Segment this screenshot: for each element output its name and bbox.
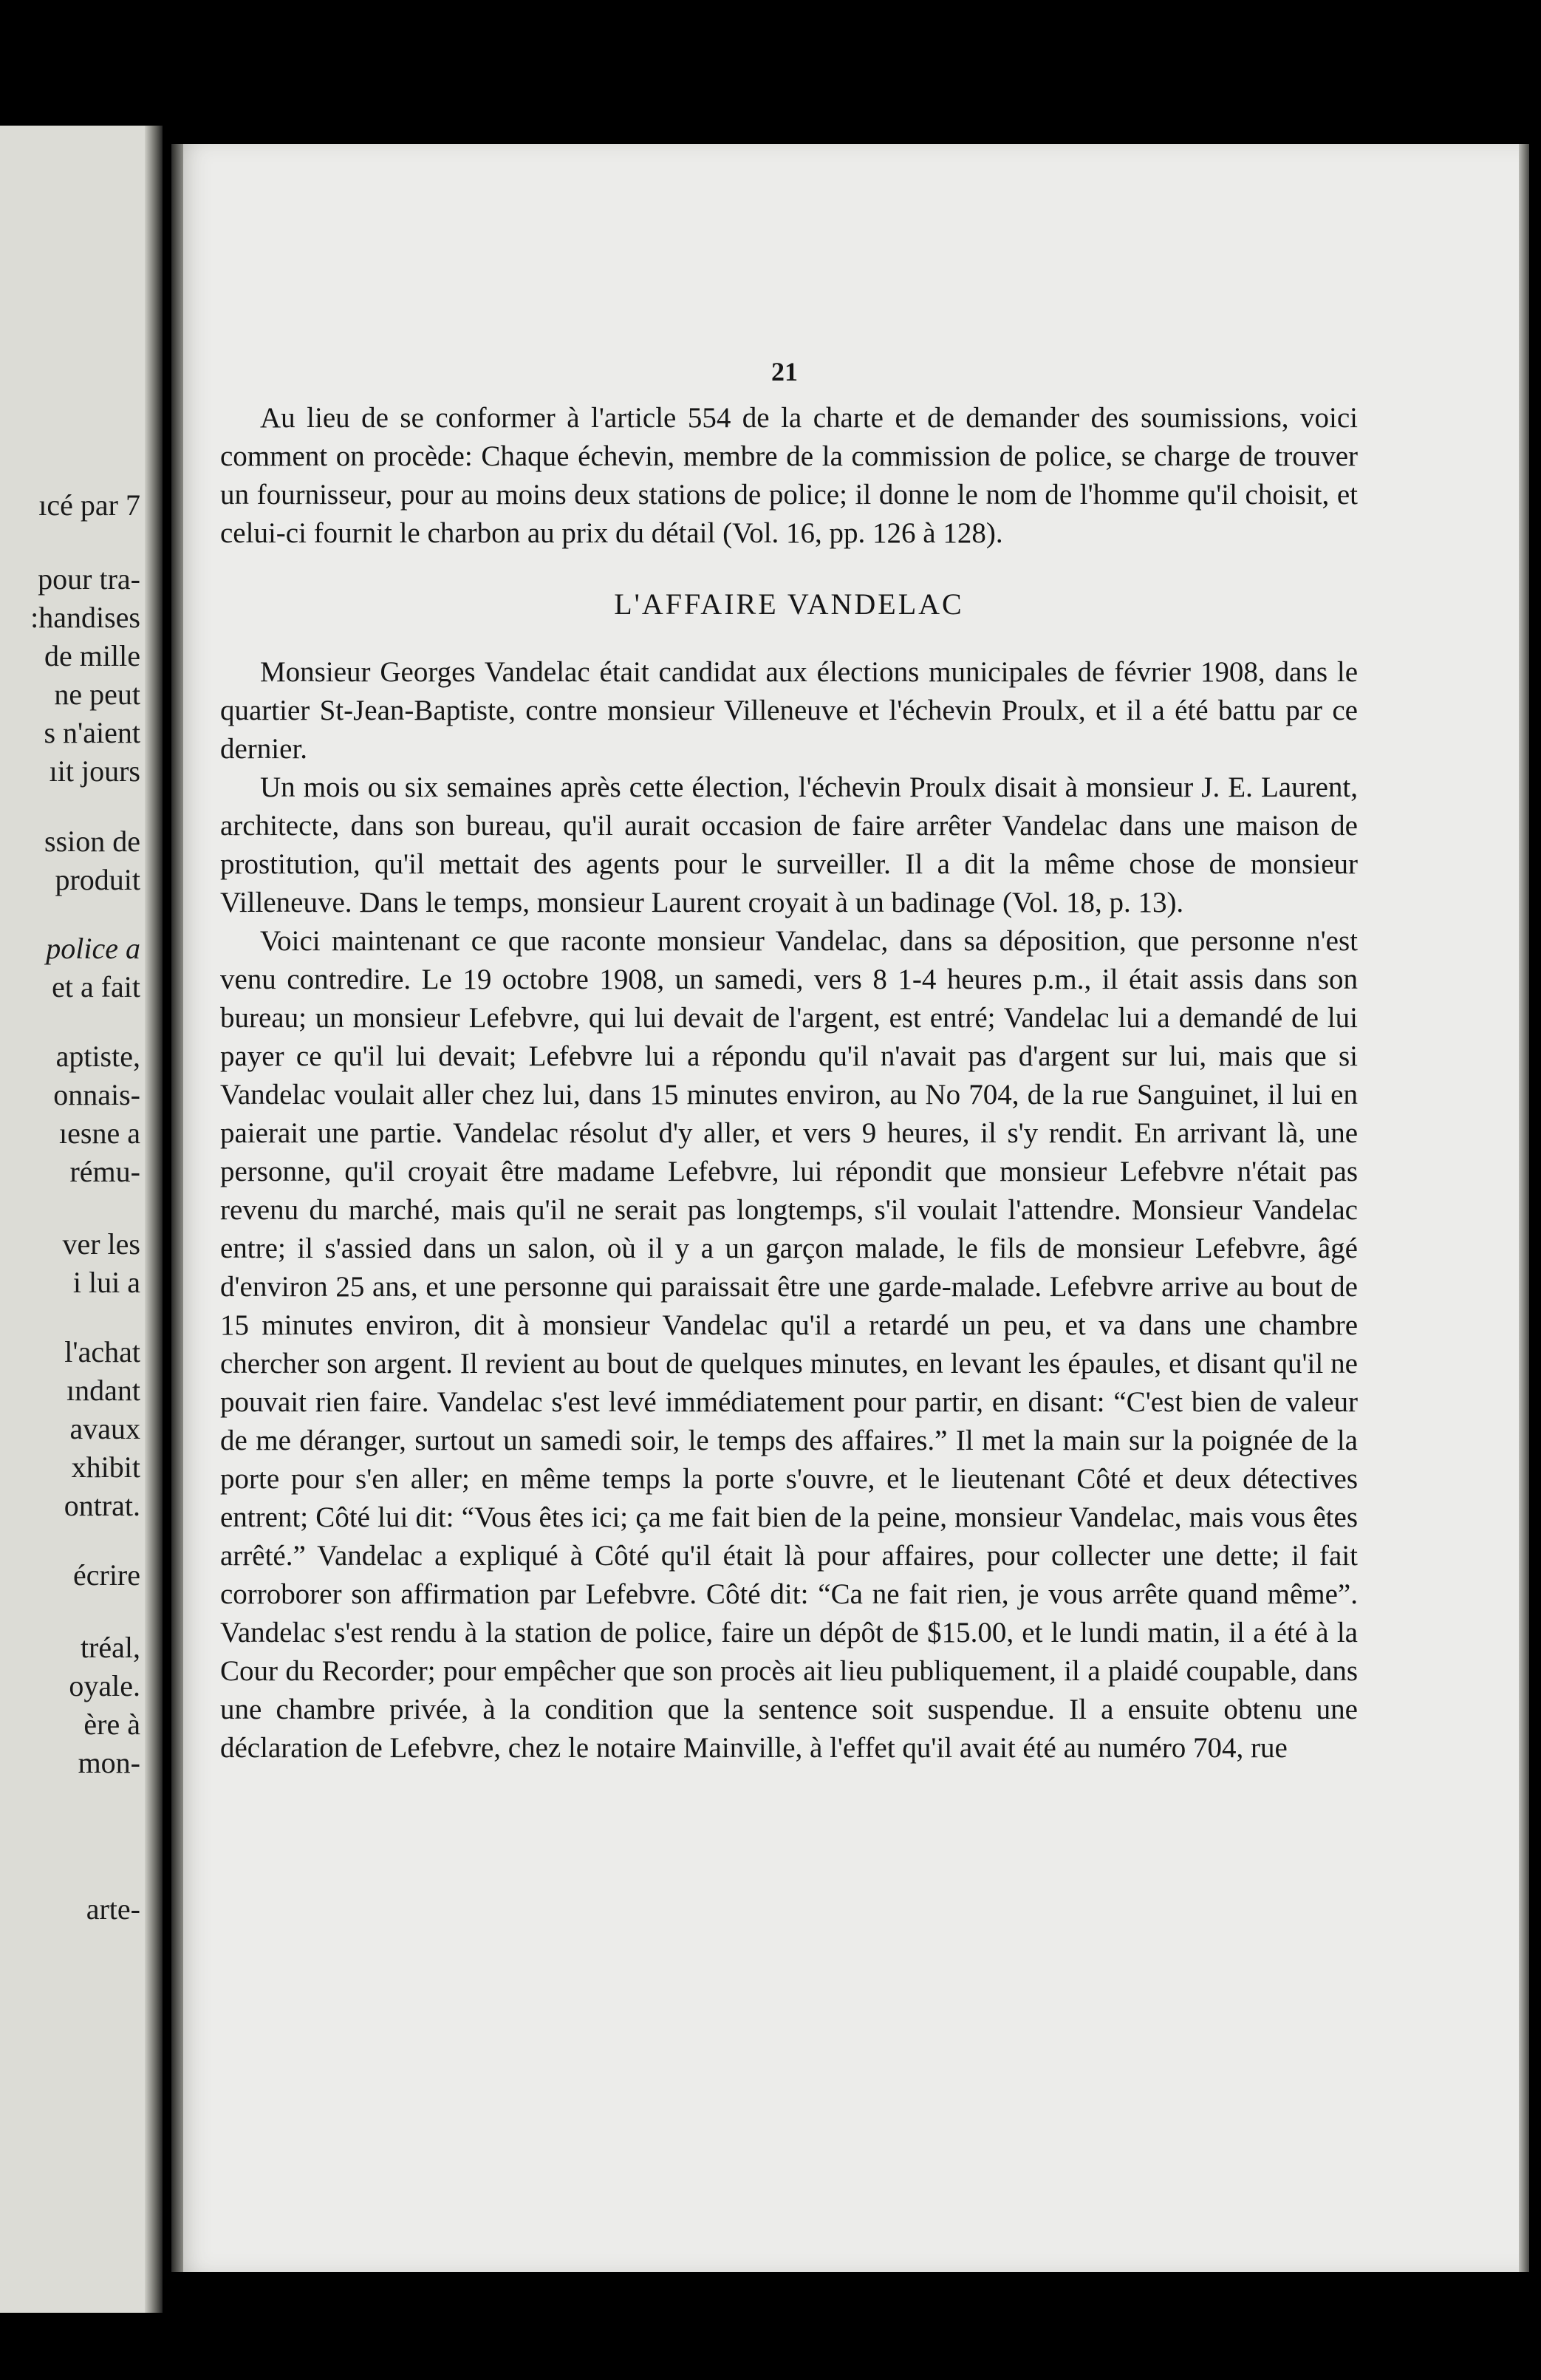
left-fragment: ontrat. — [64, 1489, 140, 1522]
paragraph-vandelac-deposition: Voici maintenant ce que raconte monsieur Vandelac, dans sa déposition, que personne n'est venu contredire. Le 19 octobre 1908, un samedi, vers 8 1-4 heures p.m., il était assis dans son bureau; un monsieur Lefebvre, qui lui devait de l'argent, est entré; Vandelac lui a demandé de lui payer ce qu'il lui devait; Lefebvre lui a répondu qu'il n'avait pas d'argent sur lui, mais que si Vandelac voulait aller chez lui, dans 15 minutes environ, au No 704, de la rue Sanguinet, il lui en paierait une partie. Vandelac résolut d'y aller, et vers 9 heures, il s'y rendit. En arrivant là, une personne, qu'il croyait être madame Lefebvre, lui répondit que monsieur Lefebvre n'était pas revenu du marché, mais qu'il ne serait pas longtemps, s'il voulait l'attendre. Monsieur Vandelac entre; il s'assied dans un salon, où il y a un garçon malade, le fils de monsieur Lefebvre, âgé d'environ 25 ans, et une personne qui paraissait être une garde-malade. Lefebvre arrive au bout de 15 minutes environ, dit à monsieur Vandelac qu'il a retardé un peu, et va dans une chambre chercher son argent. Il revient au bout de quelques minutes, en levant les épaules, et disant qu'il ne pouvait rien faire. Vandelac s'est levé immédiatement pour partir, en disant: “C'est bien de valeur de me déranger, surtout un samedi soir, le temps des affaires.” Il met la main sur la poignée de la porte pour s'en aller; en même temps la porte s'ouvre, et le lieutenant Côté et deux détectives entrent; Côté lui dit: “Vous êtes ici; ça me fait bien de la peine, monsieur Vandelac, mais vous êtes arrêté.” Vandelac a expliqué à Côté qu'il était là pour affaires, pour collecter une dette; il fait corroborer son affirmation par Lefebvre. Côté dit: “Ca ne fait rien, je vous arrête quand même”. Vandelac s'est rendu à la station de police, faire un dépôt de $15.00, et le lundi matin, il a été à la Cour du Recorder; pour empêcher que son procès ait lieu publiquement, il a plaidé coupable, dans une chambre privée, à la condition que la sentence soit suspendue. Il a ensuite obtenu une déclaration de Lefebvre, chez le notaire Mainville, à l'effet qu'il avait été au numéro 704, rue — [220, 925, 1358, 1764]
left-fragment: onnais- — [53, 1078, 140, 1111]
left-fragment: ère à — [83, 1708, 140, 1741]
left-fragment: ssion de — [44, 825, 140, 858]
left-fragment: rému- — [69, 1155, 140, 1188]
left-fragment: ne peut — [54, 678, 140, 711]
left-fragment: tréal, — [80, 1631, 140, 1664]
left-fragment: pour tra- — [38, 562, 140, 596]
book-gutter-shadow — [145, 126, 163, 2313]
body-text — [220, 399, 1358, 1767]
left-fragment: produit — [55, 863, 140, 896]
left-fragment: xhibit — [71, 1450, 140, 1484]
left-fragment: mon- — [78, 1746, 140, 1779]
left-fragment: s n'aient — [44, 716, 140, 749]
left-fragment: :handises — [30, 601, 140, 634]
left-fragment: arte- — [86, 1892, 140, 1926]
left-fragment: avaux — [69, 1412, 140, 1445]
paragraph-laurent-testimony: Un mois ou six semaines après cette élection, l'échevin Proulx disait à monsieur J. E. Laurent, architecte, dans son bureau, qu'il aurait occasion de faire arrêter Vandelac dans une maison de prostitution, qu'il mettait des agents pour le surveiller. Il a dit la même chose de monsieur Villeneuve. Dans le temps, monsieur Laurent croyait à un badinage (Vol. 18, p. 13). — [220, 771, 1358, 918]
page-number: 21 — [771, 357, 798, 386]
paragraph-coal-procurement: Au lieu de se conformer à l'article 554 de la charte et de demander des soumissions, voici comment on procède: Chaque échevin, membre de la commission de police, se charge de trouver un fournisseur, pour au moins deux stations de police; il donne le nom de l'homme qu'il choisit, et celui-ci fournit le charbon au prix du détail (Vol. 16, pp. 126 à 128). — [220, 402, 1358, 549]
left-fragment: ıit jours — [49, 754, 140, 788]
left-fragment: oyale. — [69, 1669, 140, 1702]
left-fragment: i lui a — [72, 1266, 140, 1299]
left-fragment: et a fait — [52, 970, 140, 1003]
left-fragment: ıcé par 7 — [38, 488, 140, 522]
left-fragment: de mille — [44, 639, 140, 672]
left-fragment: ver les — [62, 1227, 140, 1261]
page-edge-left — [171, 144, 183, 2272]
paragraph-candidate: Monsieur Georges Vandelac était candidat aux élections municipales de février 1908, dans le quartier St-Jean-Baptiste, contre monsieur Villeneuve et l'échevin Proulx, et il a été battu par ce dernier. — [220, 656, 1358, 765]
left-fragment: l'achat — [64, 1335, 140, 1368]
left-fragment: ıesne a — [59, 1116, 140, 1150]
left-fragment: police a — [46, 932, 140, 965]
left-facing-page — [0, 126, 163, 2313]
page-edge-right — [1519, 144, 1529, 2272]
section-heading: L'AFFAIRE VANDELAC — [614, 587, 964, 621]
left-fragment: aptiste, — [55, 1040, 140, 1073]
left-fragment: ındant — [66, 1374, 140, 1407]
left-fragment: écrire — [72, 1558, 140, 1592]
